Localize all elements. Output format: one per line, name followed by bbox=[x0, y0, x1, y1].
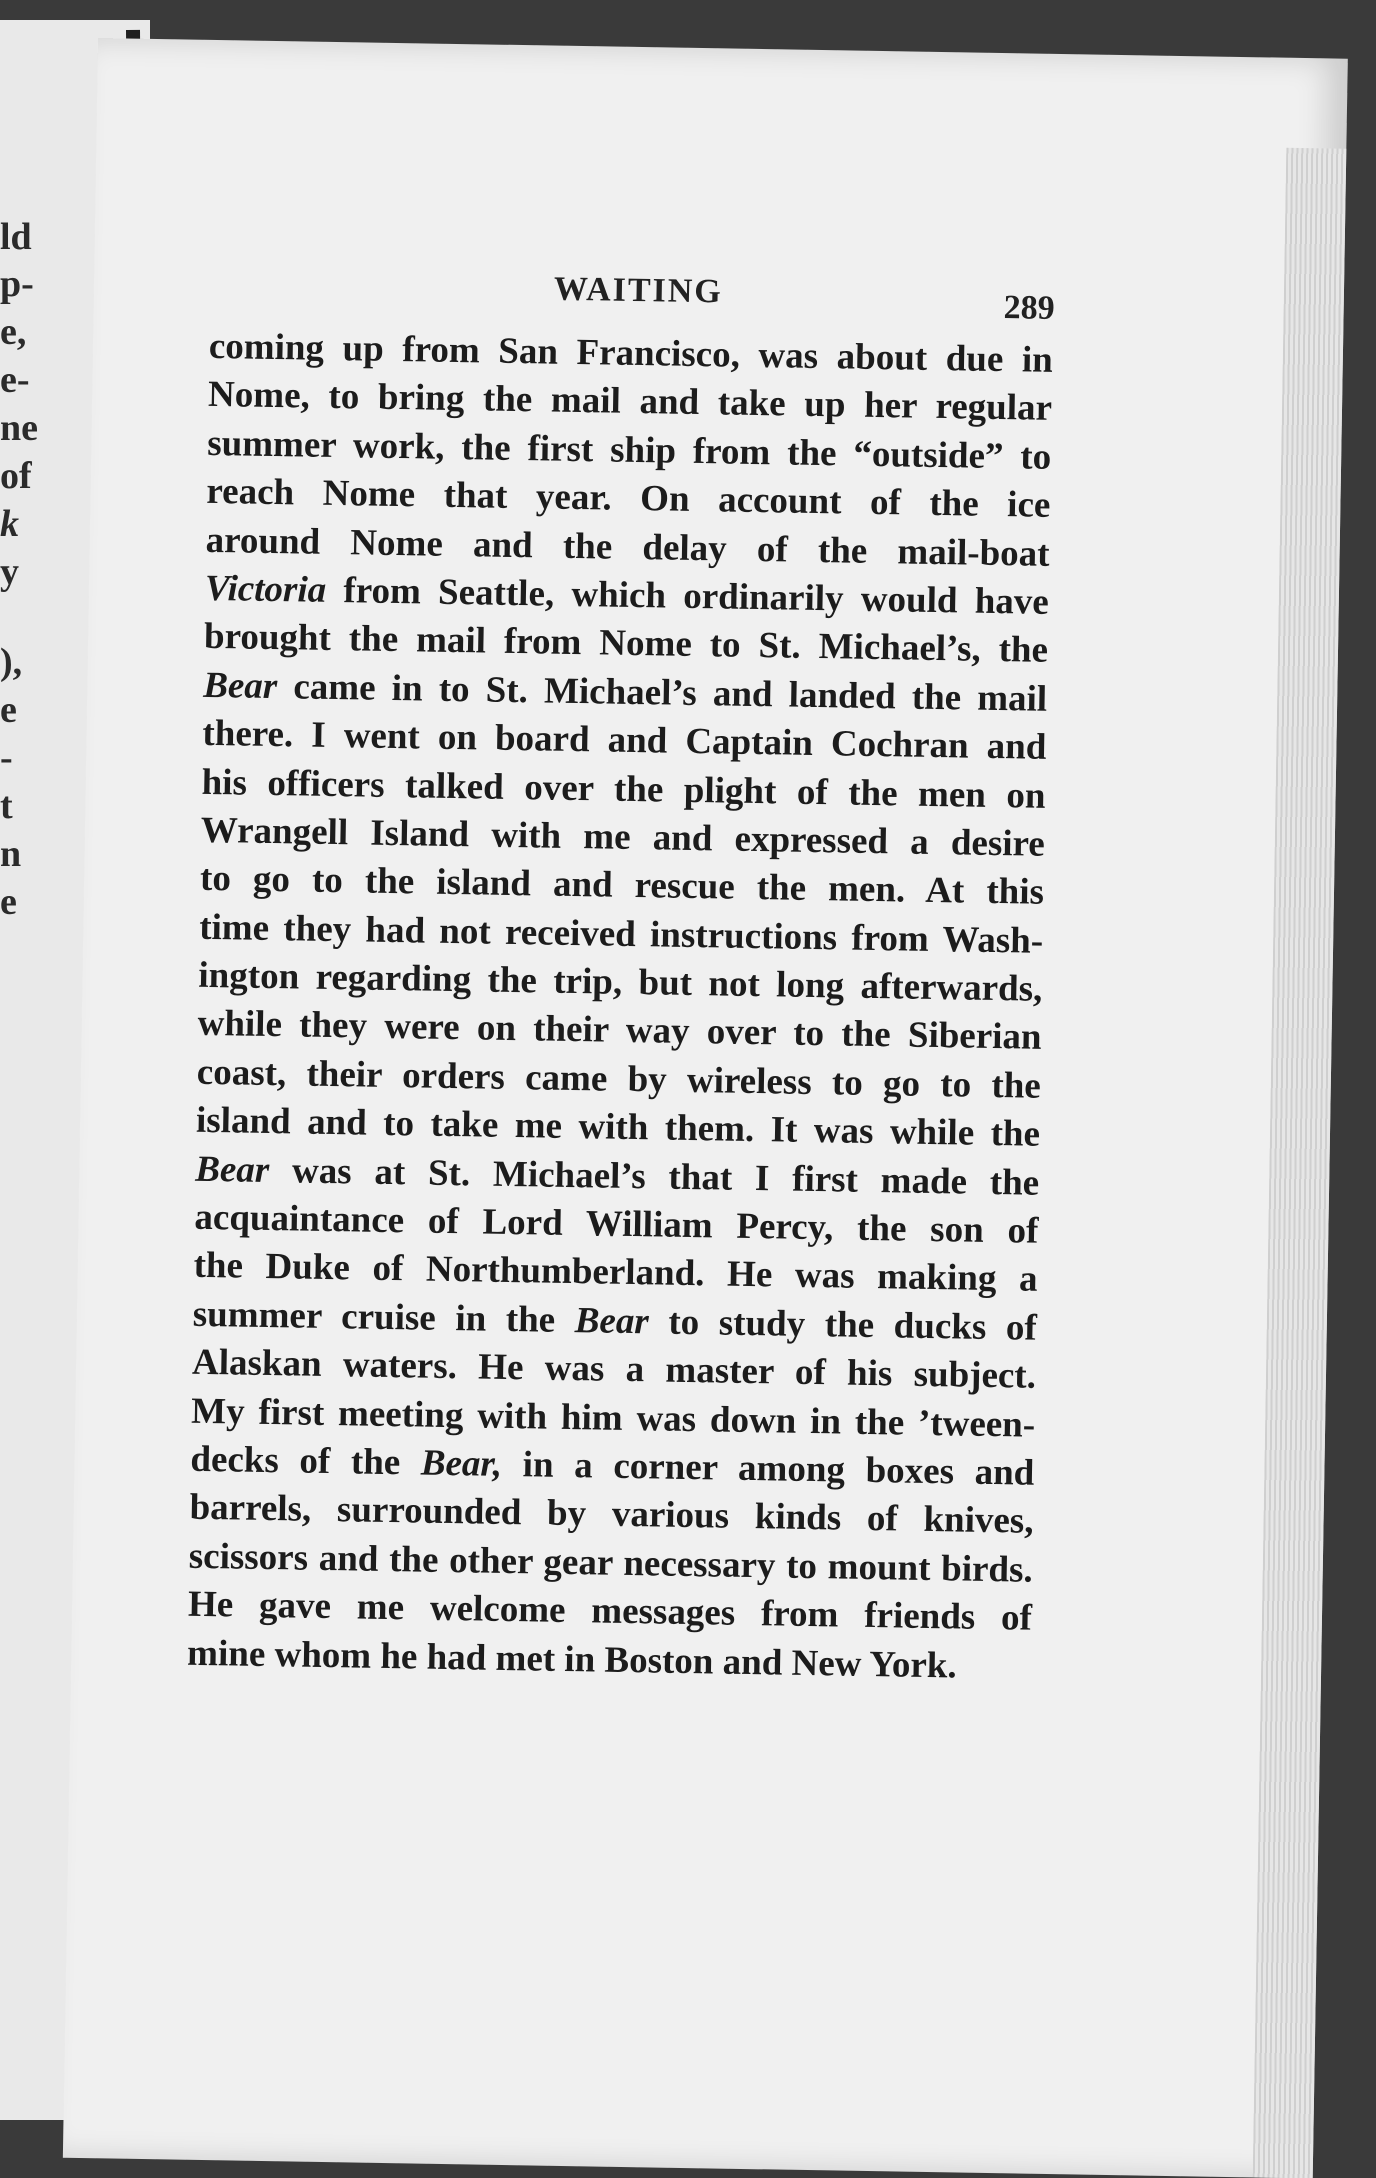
text-segment: his officers talked over the plight of the men on bbox=[201, 761, 1046, 817]
left-page-fragment: e, bbox=[0, 311, 27, 353]
text-segment: to study the ducks of bbox=[648, 1301, 1038, 1349]
left-page-fragment: ld bbox=[0, 216, 32, 258]
text-segment: acquaintance of Lord William Percy, the son of bbox=[194, 1196, 1039, 1252]
text-segment: reach Nome that year. On account of the ice bbox=[206, 471, 1051, 527]
text-segment: the Duke of Northumberland. He was making a bbox=[193, 1245, 1038, 1301]
left-page-fragment: ne bbox=[0, 407, 38, 449]
left-page-fragment: k bbox=[0, 503, 19, 545]
text-segment: My first meeting with him was down in the ’tween- bbox=[190, 1390, 1036, 1446]
left-page-fragment: t bbox=[0, 785, 13, 827]
left-page-fragment: e- bbox=[0, 359, 30, 401]
text-segment: mine whom he had met in Boston and New York. bbox=[186, 1632, 958, 1687]
text-segment: was at St. Michael’s that I first made the bbox=[268, 1149, 1040, 1204]
italic-text: Bear bbox=[574, 1299, 650, 1343]
text-segment: from Seattle, which ordinarily would have bbox=[325, 569, 1050, 623]
text-segment: Alaskan waters. He was a master of his subject. bbox=[191, 1341, 1037, 1397]
left-page-fragment: e bbox=[0, 689, 17, 731]
left-page-fragment: p- bbox=[0, 263, 34, 305]
text-segment: scissors and the other gear necessary to mount birds. bbox=[188, 1535, 1034, 1591]
text-segment: coming up from San Francisco, was about due in bbox=[208, 325, 1054, 381]
text-segment: coast, their orders came by wireless to go to the bbox=[196, 1051, 1042, 1107]
text-segment: ington regarding the trip, but not long afterwards, bbox=[198, 954, 1043, 1010]
text-segment: barrels, surrounded by various kinds of knives, bbox=[189, 1487, 1034, 1543]
italic-text: Bear bbox=[202, 664, 278, 707]
left-page-fragment: - bbox=[0, 737, 13, 779]
text-segment: island and to take me with them. It was while the bbox=[195, 1100, 1041, 1156]
left-page-fragment: of bbox=[0, 455, 32, 497]
text-segment: while they were on their way over to the Siberian bbox=[197, 1003, 1042, 1059]
text-segment: around Nome and the delay of the mail-boat bbox=[205, 519, 1050, 575]
text-segment: Nome, to bring the mail and take up her regular bbox=[207, 374, 1053, 430]
book-page bbox=[63, 38, 1348, 2178]
page-number: 289 bbox=[1003, 289, 1055, 327]
left-page-fragment: y bbox=[0, 551, 19, 593]
text-segment: time they had not received instructions from Wash- bbox=[198, 906, 1044, 962]
text-segment: to go to the island and rescue the men. At this bbox=[199, 858, 1045, 914]
text-segment: decks of the bbox=[190, 1438, 422, 1484]
body-text bbox=[187, 323, 1053, 1692]
running-head: WAITING bbox=[553, 270, 724, 311]
left-page-fragment: ), bbox=[0, 641, 23, 683]
text-segment: summer work, the first ship from the “outside” to bbox=[206, 422, 1052, 478]
text-segment: came in to St. Michael’s and landed the mail bbox=[276, 665, 1048, 720]
text-segment: He gave me welcome messages from friends of bbox=[187, 1583, 1033, 1639]
left-page-fragment: n bbox=[0, 833, 22, 875]
page-edges bbox=[1253, 148, 1347, 2178]
text-segment: summer cruise in the bbox=[192, 1293, 576, 1341]
left-page-fragment: e bbox=[0, 881, 17, 923]
italic-text: Bear bbox=[194, 1148, 270, 1191]
text-segment: Wrangell Island with me and expressed a desire bbox=[200, 809, 1046, 865]
text-segment: brought the mail from Nome to St. Michael’s, the bbox=[203, 616, 1049, 672]
italic-text: Victoria bbox=[204, 567, 327, 611]
text-segment: there. I went on board and Captain Cochran and bbox=[202, 712, 1047, 768]
italic-text: Bear, bbox=[420, 1442, 503, 1485]
text-segment: in a corner among boxes and bbox=[501, 1443, 1035, 1494]
